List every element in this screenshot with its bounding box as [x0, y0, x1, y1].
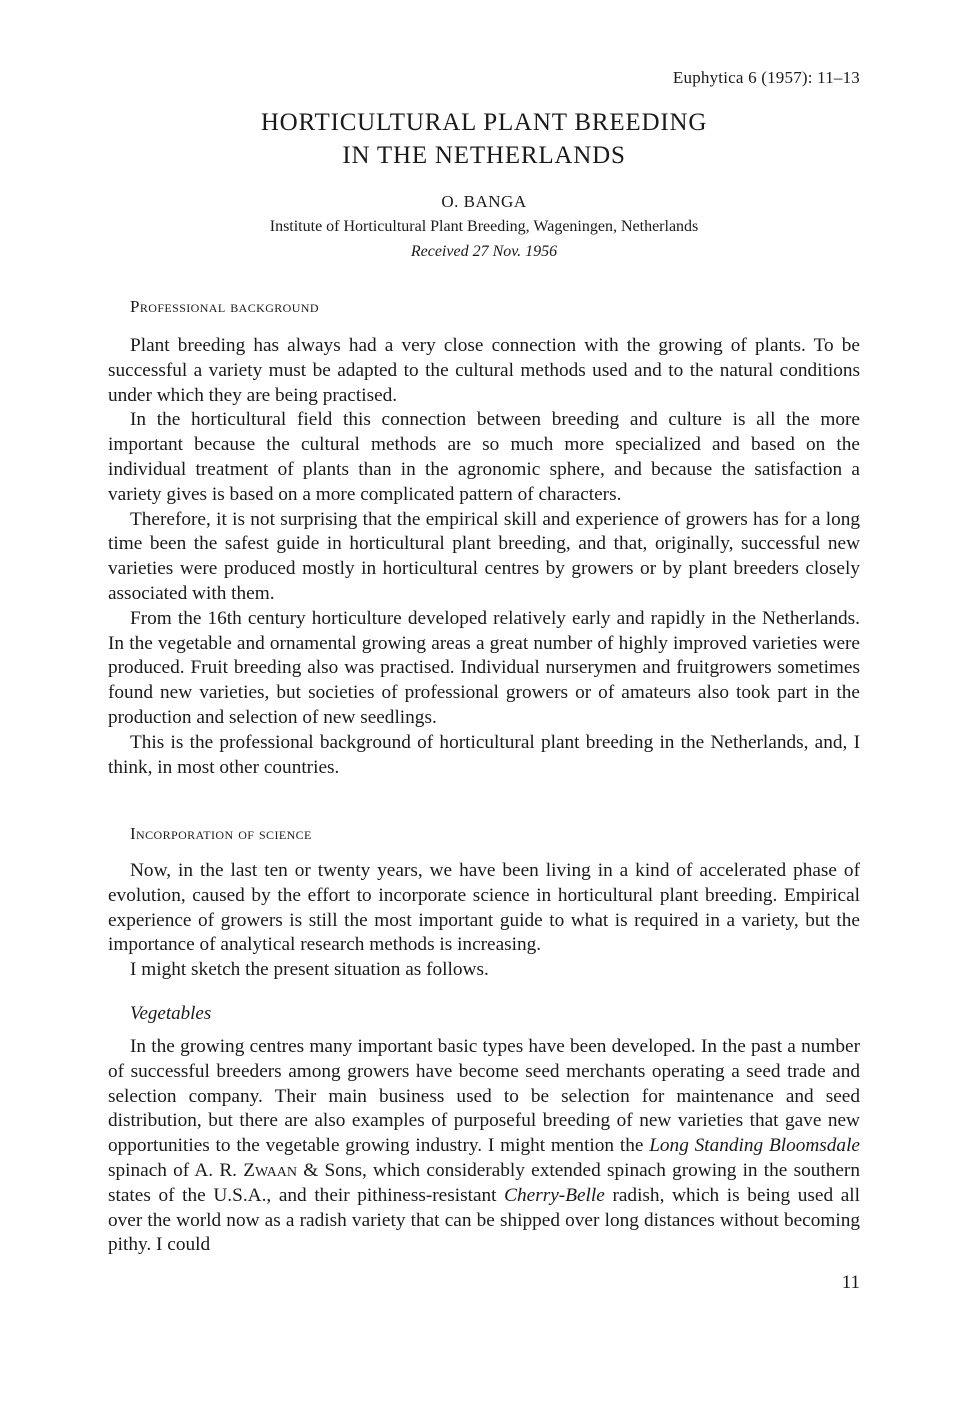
section-body-professional-background — [108, 334, 860, 780]
section-heading-incorporation-of-science: Incorporation of science — [130, 824, 312, 843]
paragraph: Plant breeding has always had a very close connection with the growing of plants. To be successful a variety must be adapted to the cultural methods used and to the natural conditions under which they are being practised. — [108, 335, 860, 406]
paragraph: Now, in the last ten or twenty years, we have been living in a kind of accelerated phase of evolution, caused by the effort to incorporate science in horticultural plant breeding. Empirical experience of growers is still the most important guide to what is required in a variety, but the importance of analytical research methods is increasing. — [108, 860, 860, 956]
variety-name-bloomsdale: Long Standing Bloomsdale — [649, 1135, 860, 1157]
paragraph: I might sketch the present situation as follows. — [130, 959, 489, 981]
page-number: 11 — [841, 1272, 860, 1293]
title-line-1: HORTICULTURAL PLANT BREEDING — [260, 109, 708, 136]
section-body-vegetables — [108, 1035, 860, 1258]
text-run: radish, which is being used all over the world now as a radish variety that can be shipped over long distances without becoming pithy. I could — [108, 1184, 860, 1256]
paragraph: From the 16th century horticulture developed relatively early and rapidly in the Netherlands. In the vegetable and ornamental growing areas a great number of highly improved varieties were produced. Fruit breeding also was practised. Individual nurserymen and fruitgrowers sometimes found new varieties, but societies of professional growers or of amateurs also took part in the production and selection of new seedlings. — [108, 607, 860, 728]
company-name-zwaan: Zwaan — [243, 1159, 298, 1181]
section-body-incorporation-of-science — [108, 859, 860, 983]
article-title — [108, 106, 860, 172]
paragraph: This is the professional background of horticultural plant breeding in the Netherlands, and, I think, in most other countries. — [108, 731, 860, 778]
text-run: spinach of A. R. — [108, 1159, 244, 1181]
title-line-2: IN THE NETHERLANDS — [342, 142, 626, 169]
paragraph: Therefore, it is not surprising that the empirical skill and experience of growers has for a long time been the safest guide in horticultural plant breeding, and that, originally, successful new varieties were produced mostly in horticultural centres by growers or by plant breeders closely associated with them. — [108, 508, 860, 604]
running-head: Euphytica 6 (1957): 11–13 — [672, 68, 860, 87]
subheading-vegetables: Vegetables — [130, 1003, 212, 1024]
section-heading-professional-background: Professional background — [130, 297, 319, 316]
affiliation: Institute of Horticultural Plant Breeding, Wageningen, Netherlands — [269, 218, 699, 235]
text-run: & Sons, which considerably extended spinach growing in the southern states of the U.S.A., and their pithiness-resistant — [108, 1159, 860, 1206]
variety-name-cherry-belle: Cherry-Belle — [504, 1184, 605, 1206]
paragraph — [108, 1035, 860, 1258]
paragraph: In the horticultural field this connection between breeding and culture is all the more important because the cultural methods are so much more specialized and based on the individual treatment of plants than in the agronomic sphere, and because the satisfaction a variety gives is based on a more complicated pattern of characters. — [108, 409, 860, 505]
received-date: Received 27 Nov. 1956 — [410, 243, 558, 260]
author: O. BANGA — [441, 192, 527, 211]
text-run: In the growing centres many important basic types have been developed. In the past a number of successful breeders among growers have become seed merchants operating a seed trade and selection company. Their main business used to be selection for maintenance and seed distribution, but there are also examples of purposeful breeding of new varieties that gave new opportunities to the vegetable growing industry. I might mention the — [108, 1036, 860, 1157]
